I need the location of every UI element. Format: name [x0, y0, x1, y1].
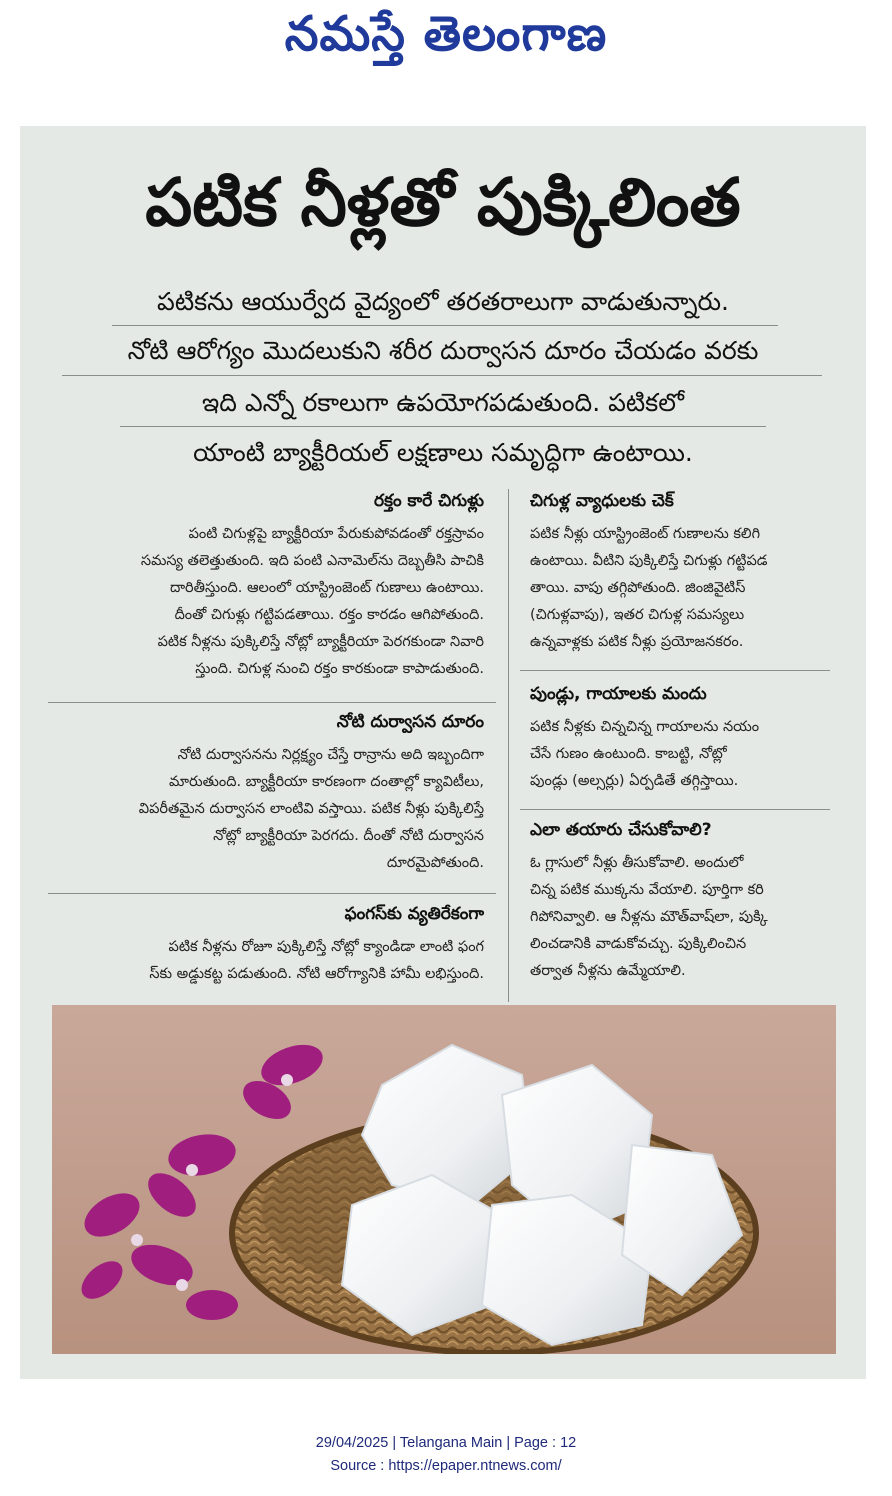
section-bleeding-gums [52, 491, 484, 515]
section-rule [48, 893, 496, 894]
section-title: పుండ్లు, గాయాలకు మందు [530, 684, 707, 704]
deck-line: యాంటి బ్యాక్టీరియల్ లక్షణాలు సమృద్ధిగా ఉంటాయి. [193, 438, 693, 467]
section-body [52, 742, 484, 877]
deck-line: ఇది ఎన్నో రకాలుగా ఉపయోగపడుతుంది. పటికలో [202, 388, 684, 417]
deck-line: పటికను ఆయుర్వేద వైద్యంలో తరతరాలుగా వాడుతున్నారు. [157, 287, 729, 316]
body-line: సమస్య తలెత్తుతుంది. ఇది పంటి ఎనామెల్‌ను దెబ్బతీసి పాచికి [140, 553, 484, 569]
body-line: ఓ గ్లాసులో నీళ్లు తీసుకోవాలి. అందులో [530, 855, 744, 871]
body-line: తాయి. వాపు తగ్గిపోతుంది. జింజివైటిస్ [530, 580, 746, 596]
section-rule [520, 670, 830, 671]
body-line: (చిగుళ్లవాపు), ఇతర చిగుళ్ల సమస్యలు [530, 607, 745, 623]
body-line: పటిక నీళ్లకు చిన్నచిన్న గాయాలను నయం [530, 719, 760, 735]
deck-rule [112, 325, 778, 326]
alum-basket-photo [52, 1005, 836, 1354]
deck-rule [62, 375, 822, 376]
body-line: పటిక నీళ్లు యాస్ట్రింజెంట్ గుణాలను కలిగి [530, 526, 761, 542]
section-title: ఫంగస్‌కు వ్యతిరేకంగా [344, 904, 484, 924]
deck-rule [120, 426, 766, 427]
body-line: చేసే గుణం ఉంటుంది. కాబట్టి, నోట్లో [530, 746, 727, 762]
body-line: లించడానికి వాడుకోవచ్చు. పుక్కిలించిన [530, 936, 747, 952]
section-title: చిగుళ్ల వ్యాధులకు చెక్ [530, 491, 674, 511]
body-line: విపరీతమైన దుర్వాసన లాంటివి వస్తాయి. పటిక నీళ్లు పుక్కిలిస్తే [138, 801, 484, 817]
body-line: దూరమైపోతుంది. [386, 855, 484, 871]
footer-publication-info: 29/04/2025 | Telangana Main | Page : 12 [315, 1435, 577, 1451]
column-divider [508, 489, 509, 1002]
section-title: నోటి దుర్వాసన దూరం [336, 712, 484, 732]
section-rule [520, 809, 830, 810]
body-line: మారుతుంది. బ్యాక్టీరియా కారణంగా దంతాల్లో క్యావిటీలు, [168, 774, 484, 790]
section-title: రక్తం కారే చిగుళ్లు [374, 491, 484, 511]
section-body [530, 521, 840, 656]
body-line: స్తుంది. చిగుళ్ల నుంచి రక్తం కారకుండా కాపాడుతుంది. [195, 661, 484, 677]
section-body [52, 521, 484, 683]
deck-line: నోటి ఆరోగ్యం మొదలుకుని శరీర దుర్వాసన దూరం చేయడం వరకు [127, 336, 759, 365]
section-body [530, 850, 840, 985]
section-ulcers [530, 684, 840, 708]
section-rule [48, 702, 496, 703]
body-line: గిపోనివ్వాలి. ఆ నీళ్లను మౌత్‌వాష్‌లా, పుక్కి [530, 909, 768, 925]
body-line: చిన్న పటిక ముక్కను వేయాలి. పూర్తిగా కరి [530, 882, 764, 898]
footer-source: Source : https://epaper.ntnews.com/ [330, 1458, 562, 1474]
body-line: దారితీస్తుంది. ఆలంలో యాస్ట్రింజెంట్ గుణాలు ఉంటాయి. [169, 580, 484, 596]
masthead [0, 0, 892, 80]
section-how-to-make [530, 820, 840, 844]
body-line: పటిక నీళ్లను పుక్కిలిస్తే నోట్లో బ్యాక్టీరియా పెరగకుండా నివారి [157, 634, 484, 650]
body-line: పటిక నీళ్లను రోజూ పుక్కిలిస్తే నోట్లో క్యాండిడా లాంటి ఫంగ [168, 939, 484, 955]
body-line: ఉంటాయి. వీటిని పుక్కిలిస్తే చిగుళ్లు గట్టిపడ [530, 553, 768, 569]
body-line: స్‌కు అడ్డుకట్ట పడుతుంది. నోటి ఆరోగ్యానికి హామీ లభిస్తుంది. [149, 966, 484, 982]
body-line: పుండ్లు (అల్సర్లు) ఏర్పడితే తగ్గిస్తాయి. [530, 773, 739, 789]
section-bad-breath [52, 712, 484, 736]
body-line: తర్వాత నీళ్లను ఉమ్మేయాలి. [530, 963, 686, 979]
body-line: దీంతో చిగుళ్లు గట్టిపడతాయి. రక్తం కారడం ఆగిపోతుంది. [174, 607, 484, 623]
section-gum-disease [530, 491, 840, 515]
section-body [52, 934, 484, 988]
body-line: ఉన్నవాళ్లకు పటిక నీళ్లు ప్రయోజనకరం. [530, 634, 744, 650]
body-line: పంటి చిగుళ్లపై బ్యాక్టీరియా పేరుకుపోవడంతో రక్తస్రావం [188, 526, 484, 542]
section-title: ఎలా తయారు చేసుకోవాలి? [530, 820, 712, 840]
section-antifungal [52, 904, 484, 928]
body-line: నోటి దుర్వాసనను నిర్లక్ష్యం చేస్తే రాన్రాను అది ఇబ్బందిగా [177, 747, 484, 763]
body-line: నోట్లో బ్యాక్టీరియా పెరగదు. దీంతో నోటి దుర్వాసన [213, 828, 484, 844]
article-headline: పటిక నీళ్లతో పుక్కిలింత [145, 164, 741, 241]
section-body [530, 714, 840, 795]
newspaper-logo: నమస్తే తెలంగాణ [284, 6, 608, 62]
